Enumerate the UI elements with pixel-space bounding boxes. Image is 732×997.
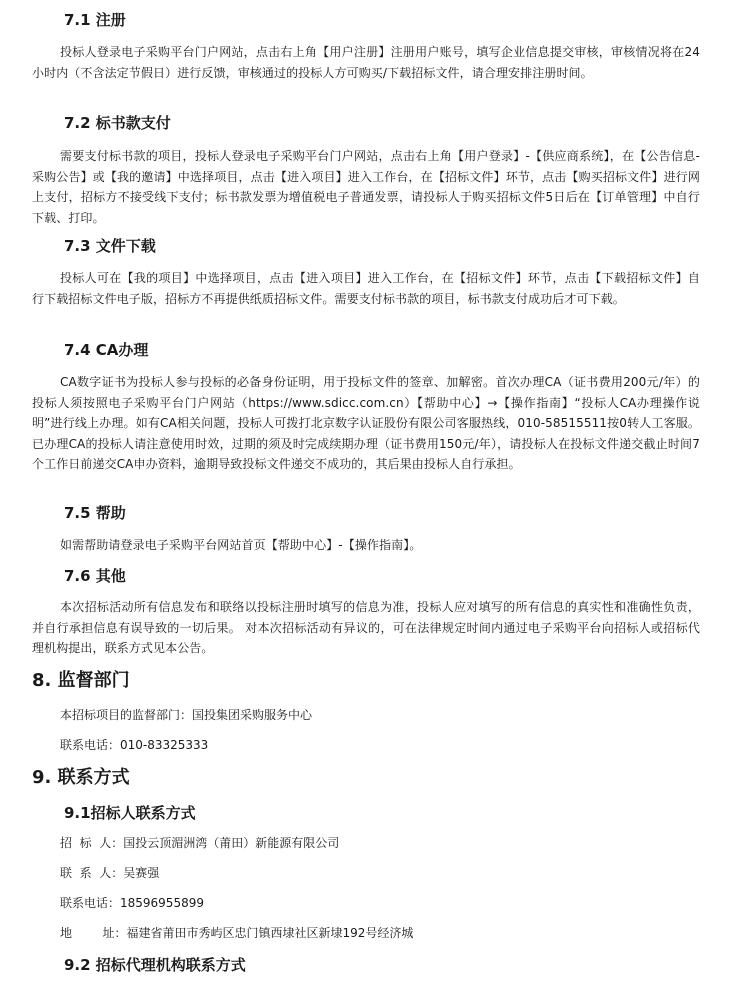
- section-7-1-body: 投标人登录电子采购平台门户网站，点击右上角【用户注册】注册用户账号，填写企业信息提交审核，审核情况将在24小时内（不含法定节假日）进行反馈，审核通过的投标人方可购买/下载招标文件，请合理安排注册时间。: [32, 45, 700, 80]
- tenderer-address: 地 址：福建省莆田市秀屿区忠门镇西埭社区新埭192号经济城: [60, 926, 414, 940]
- section-9-2-heading: 9.2 招标代理机构联系方式: [64, 956, 246, 974]
- section-7-2-heading: 7.2 标书款支付: [64, 114, 171, 132]
- section-7-3-heading: 7.3 文件下载: [64, 237, 156, 255]
- section-7-5-body: 如需帮助请登录电子采购平台网站首页【帮助中心】-【操作指南】。: [60, 538, 422, 552]
- tenderer-phone: 联系电话：18596955899: [60, 896, 204, 910]
- supervision-dept: 本招标项目的监督部门：国投集团采购服务中心: [60, 708, 313, 722]
- section-7-2-body: 需要支付标书款的项目，投标人登录电子采购平台门户网站，点击右上角【用户登录】-【供应商系统】，在【公告信息-采购公告】或【我的邀请】中选择项目，点击【进入项目】进入工作台，在【招标文件】环节，点击【购买招标文件】进行网上支付，招标方不接受线下支付；标书款发票为增值税电子普通发票，请投标人于购买招标文件5日后在【订单管理】中自行下载、打印。: [32, 149, 700, 225]
- section-9-1-heading: 9.1招标人联系方式: [64, 804, 196, 822]
- supervision-phone: 联系电话：010-83325333: [60, 738, 209, 752]
- tenderer-name: 招 标 人：国投云顶湄洲湾（莆田）新能源有限公司: [60, 836, 340, 850]
- section-7-6-body: 本次招标活动所有信息发布和联络以投标注册时填写的信息为准，投标人应对填写的所有信息的真实性和准确性负责，并自行承担信息有误导致的一切后果。 对本次招标活动有异议的，可在法律规定时间内通过电子采购平台向招标人或招标代理机构提出，联系方式见本公告。: [32, 600, 700, 655]
- section-7-4-heading: 7.4 CA办理: [64, 341, 149, 359]
- section-9-heading: 9. 联系方式: [32, 767, 130, 788]
- section-8-heading: 8. 监督部门: [32, 670, 130, 691]
- section-7-3-body: 投标人可在【我的项目】中选择项目，点击【进入项目】进入工作台，在【招标文件】环节，点击【下载招标文件】自行下载招标文件电子版，招标方不再提供纸质招标文件。需要支付标书款的项目，标书款支付成功后才可下载。: [32, 271, 700, 306]
- section-7-1-heading: 7.1 注册: [64, 11, 126, 29]
- section-7-5-heading: 7.5 帮助: [64, 504, 126, 522]
- tenderer-contact: 联 系 人：吴赛强: [60, 866, 160, 880]
- section-7-6-heading: 7.6 其他: [64, 567, 126, 585]
- section-7-4-body: CA数字证书为投标人参与投标的必备身份证明，用于投标文件的签章、加解密。首次办理CA（证书费用200元/年）的投标人须按照电子采购平台门户网站（https://www.sdicc.com.cn）【帮助中心】→【操作指南】“投标人CA办理操作说明”进行线上办理。如有CA相关问题，投标人可拨打北京数字认证股份有限公司客服热线，010-58515511按0转人工客服。已办理CA的投标人请注意使用时效，过期的须及时完成续期办理（证书费用150元/年），请投标人在投标文件递交截止时间7个工作日前递交CA申办资料，逾期导致投标文件递交不成功的，其后果由投标人自行承担。: [32, 375, 700, 471]
